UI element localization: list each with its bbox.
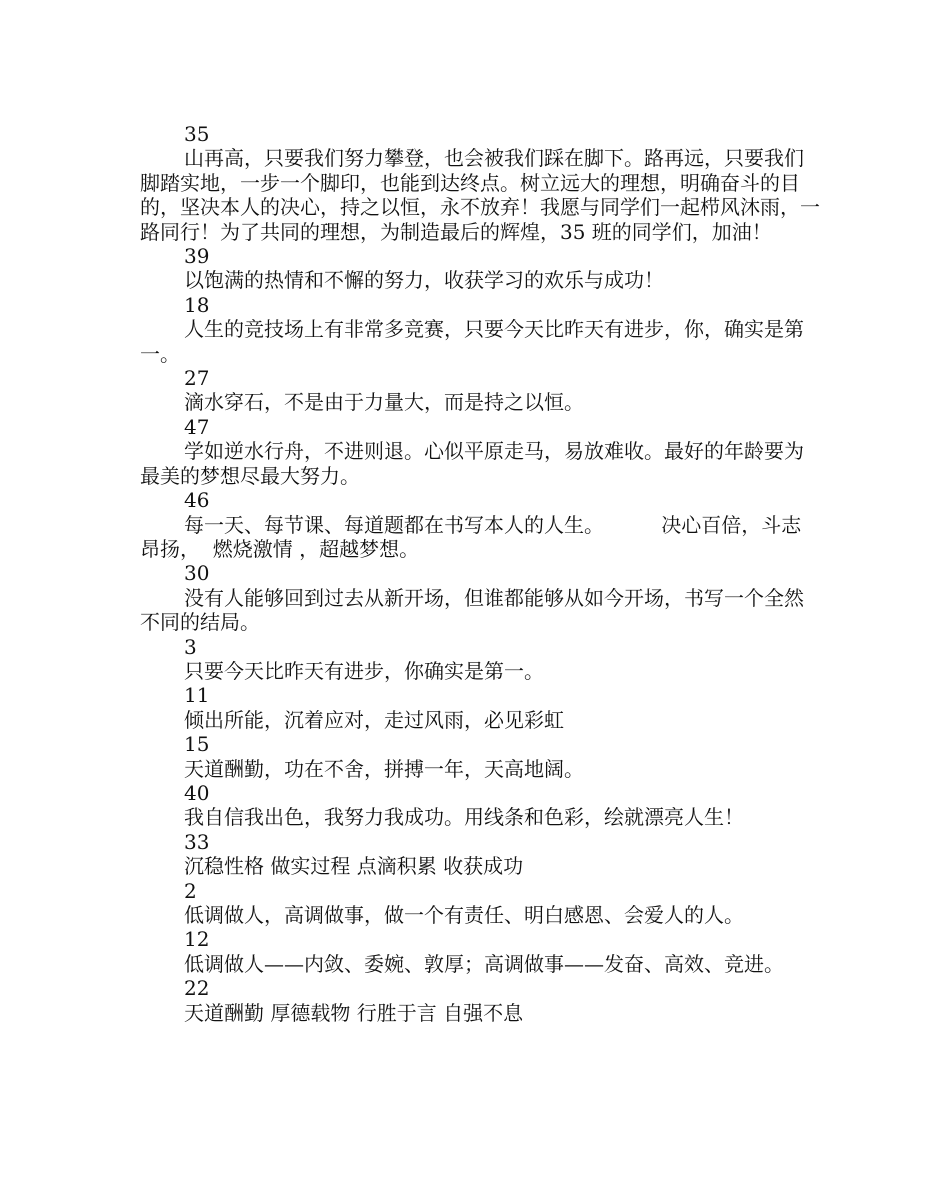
slogan-entry — [140, 561, 820, 634]
entry-number: 18 — [184, 292, 210, 317]
entry-text: 倾出所能，沉着应对，走过风雨，必见彩虹 — [184, 707, 564, 732]
entry-number: 11 — [184, 683, 210, 708]
slogan-entry — [140, 244, 820, 293]
entry-number: 39 — [184, 244, 210, 269]
entry-text: 天道酬勤，功在不舍，拼搏一年，天高地阔。 — [184, 756, 584, 781]
entry-text: 滴水穿石，不是由于力量大，而是持之以恒。 — [184, 390, 584, 415]
slogan-entry — [140, 635, 820, 684]
entry-number: 35 — [184, 122, 210, 146]
entry-number: 46 — [184, 488, 210, 513]
document-body — [140, 122, 820, 1025]
entry-number: 47 — [184, 414, 210, 439]
slogan-entry — [140, 122, 820, 244]
entry-number: 22 — [184, 976, 210, 1001]
entry-text: 只要今天比昨天有进步，你确实是第一。 — [184, 658, 544, 683]
entry-number: 15 — [184, 732, 210, 757]
entry-text: 沉稳性格 做实过程 点滴积累 收获成功 — [184, 854, 524, 879]
entry-text: 低调做人——内敛、委婉、敦厚；高调做事——发奋、高效、竞进。 — [184, 951, 784, 976]
slogan-entry — [140, 488, 820, 561]
entry-number: 12 — [184, 927, 210, 952]
entry-text: 以饱满的热情和不懈的努力，收获学习的欢乐与成功！ — [184, 268, 664, 293]
slogan-entry — [140, 366, 820, 415]
entry-text: 每一天、每节课、每道题都在书写本人的人生。 决心百倍，斗志昂扬， 燃烧激情 ，超越梦想。 — [140, 512, 802, 561]
entry-text: 学如逆水行舟，不进则退。心似平原走马，易放难收。最好的年龄要为最美的梦想尽最大努力。 — [140, 439, 804, 488]
slogan-entry — [140, 293, 820, 366]
entry-text: 山再高，只要我们努力攀登，也会被我们踩在脚下。路再远，只要我们脚踏实地，一步一个脚印，也能到达终点。树立远大的理想，明确奋斗的目的，坚决本人的决心，持之以恒，永不放弃！我愿与同学们一起栉风沐雨，一路同行！为了共同的理想，为制造最后的辉煌，35 班的同学们，加油！ — [140, 146, 820, 244]
slogan-entry — [140, 927, 820, 976]
entry-number: 2 — [184, 878, 197, 903]
entry-number: 27 — [184, 366, 210, 391]
entry-text: 天道酬勤 厚德载物 行胜于言 自强不息 — [184, 1000, 524, 1025]
slogan-entry — [140, 879, 820, 928]
entry-text: 低调做人，高调做事，做一个有责任、明白感恩、会爱人的人。 — [184, 903, 744, 927]
entry-number: 3 — [184, 634, 197, 659]
slogan-entry — [140, 732, 820, 781]
slogan-entry — [140, 830, 820, 879]
entry-number: 33 — [184, 829, 210, 854]
entry-text: 我自信我出色，我努力我成功。用线条和色彩，绘就漂亮人生！ — [184, 805, 744, 830]
slogan-entry — [140, 781, 820, 830]
entry-text: 人生的竞技场上有非常多竞赛，只要今天比昨天有进步，你，确实是第一。 — [140, 317, 804, 366]
entry-text: 没有人能够回到过去从新开场，但谁都能够从如今开场，书写一个全然不同的结局。 — [140, 585, 804, 635]
slogan-entry — [140, 415, 820, 488]
slogan-entry — [140, 976, 820, 1025]
entry-number: 30 — [184, 561, 210, 586]
slogan-entry — [140, 683, 820, 732]
entry-number: 40 — [184, 780, 210, 805]
